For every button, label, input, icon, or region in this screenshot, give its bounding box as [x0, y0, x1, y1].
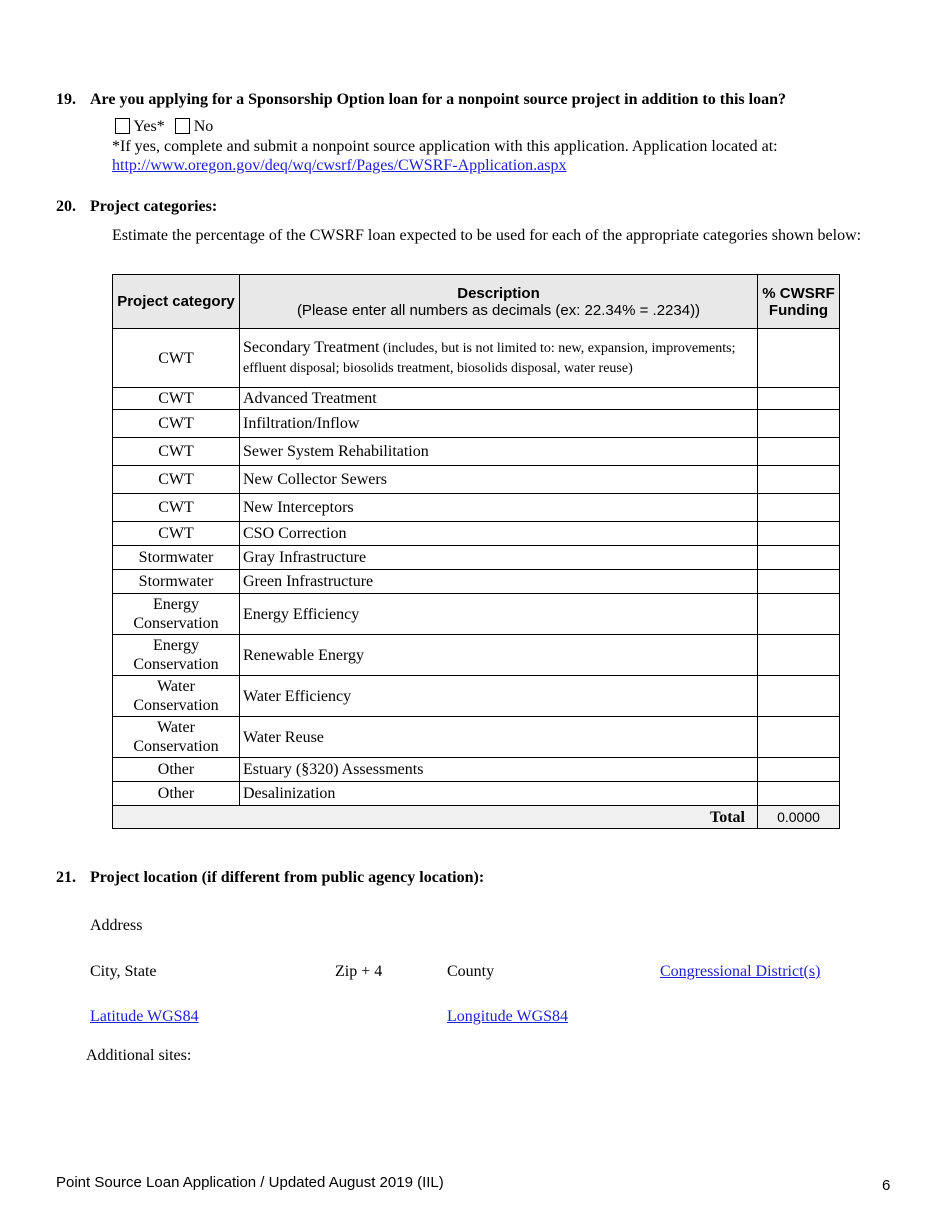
q19-number: 19. [56, 91, 76, 108]
row-category: Energy Conservation [113, 594, 240, 635]
table-row [113, 522, 840, 546]
row-description-text: Renewable Energy [243, 646, 364, 664]
funding-input[interactable] [758, 329, 840, 388]
row-description-text: Sewer System Rehabilitation [243, 443, 429, 460]
row-category: Energy Conservation [113, 635, 240, 676]
table-row [113, 410, 840, 438]
row-description [240, 635, 758, 676]
q19-note: *If yes, complete and submit a nonpoint source application with this application. Application located at: [112, 138, 778, 155]
page-number: 6 [882, 1177, 891, 1194]
no-label: No [193, 118, 214, 135]
row-description [240, 758, 758, 782]
county-label: County [447, 963, 495, 980]
table-row [113, 758, 840, 782]
yes-checkbox[interactable] [115, 118, 130, 134]
table-row [113, 570, 840, 594]
row-description [240, 410, 758, 438]
total-label: Total [113, 806, 758, 829]
row-description-detail: (includes, but is not limited to: new, expansion, improvements; effluent disposal; biosolids treatment, biosolids disposal, water reuse) [243, 341, 736, 376]
table-row [113, 329, 840, 388]
funding-input[interactable] [758, 570, 840, 594]
q21-question: Project location (if different from public agency location): [90, 869, 485, 886]
q19-question: Are you applying for a Sponsorship Option loan for a nonpoint source project in addition to this loan? [90, 91, 786, 108]
table-row [113, 676, 840, 717]
row-category: Water Conservation [113, 717, 240, 758]
row-description [240, 494, 758, 522]
row-description [240, 329, 758, 388]
table-body [113, 329, 840, 806]
row-description-text: New Collector Sewers [243, 471, 387, 488]
q21-number: 21. [56, 869, 76, 886]
row-description-text: Gray Infrastructure [243, 549, 367, 566]
longitude-link[interactable]: Longitude WGS84 [447, 1008, 569, 1025]
row-description-text: CSO Correction [243, 525, 347, 542]
table-row [113, 782, 840, 806]
zip-label: Zip + 4 [335, 963, 383, 980]
header-description-note: (Please enter all numbers as decimals (ex: 22.34% = .2234)) [296, 301, 701, 319]
q20-question: Project categories: [90, 198, 218, 215]
table-header-row [113, 275, 840, 329]
funding-input[interactable] [758, 782, 840, 806]
total-row [113, 806, 840, 829]
no-checkbox[interactable] [175, 118, 190, 134]
row-description-text: Water Reuse [243, 728, 324, 746]
row-category: CWT [113, 329, 240, 388]
funding-input[interactable] [758, 594, 840, 635]
row-description [240, 546, 758, 570]
q19-options [115, 118, 213, 136]
congressional-district-link[interactable]: Congressional District(s) [660, 963, 821, 980]
funding-input[interactable] [758, 466, 840, 494]
funding-input[interactable] [758, 758, 840, 782]
funding-input[interactable] [758, 676, 840, 717]
header-description [240, 275, 758, 329]
row-category: CWT [113, 522, 240, 546]
row-description [240, 522, 758, 546]
row-description-text: Energy Efficiency [243, 605, 360, 623]
row-description [240, 717, 758, 758]
funding-input[interactable] [758, 494, 840, 522]
row-description-text: Infiltration/Inflow [243, 415, 360, 432]
row-description-text: Advanced Treatment [243, 390, 377, 407]
row-description-text: Water Efficiency [243, 687, 352, 705]
row-description [240, 438, 758, 466]
table-row [113, 388, 840, 410]
table-row [113, 594, 840, 635]
row-description [240, 466, 758, 494]
footer-title: Point Source Loan Application / Updated August 2019 (IIL) [56, 1174, 444, 1191]
table-row [113, 546, 840, 570]
table-row [113, 717, 840, 758]
funding-input[interactable] [758, 410, 840, 438]
funding-input[interactable] [758, 635, 840, 676]
latitude-link[interactable]: Latitude WGS84 [90, 1008, 199, 1025]
row-category: CWT [113, 466, 240, 494]
funding-input[interactable] [758, 438, 840, 466]
project-categories-table [112, 274, 840, 829]
row-description-text: New Interceptors [243, 499, 354, 516]
row-description-text: Desalinization [243, 785, 336, 802]
row-category: Stormwater [113, 546, 240, 570]
row-category: Other [113, 782, 240, 806]
nonpoint-application-link[interactable]: http://www.oregon.gov/deq/wq/cwsrf/Pages/CWSRF-Application.aspx [112, 157, 567, 174]
row-category: Other [113, 758, 240, 782]
row-description [240, 594, 758, 635]
funding-input[interactable] [758, 388, 840, 410]
funding-input[interactable] [758, 717, 840, 758]
table-row [113, 466, 840, 494]
additional-sites-label: Additional sites: [86, 1047, 192, 1064]
row-category: CWT [113, 410, 240, 438]
city-state-label: City, State [90, 963, 157, 980]
row-category: CWT [113, 494, 240, 522]
q20-intro: Estimate the percentage of the CWSRF loan expected to be used for each of the appropriate categories shown below: [112, 227, 862, 244]
yes-label: Yes* [133, 118, 165, 135]
address-label: Address [90, 917, 143, 934]
row-category: CWT [113, 388, 240, 410]
row-category: CWT [113, 438, 240, 466]
table-row [113, 438, 840, 466]
table-row [113, 635, 840, 676]
row-description [240, 676, 758, 717]
row-description-text: Estuary (§320) Assessments [243, 761, 424, 778]
header-funding: % CWSRF Funding [758, 275, 840, 329]
row-description [240, 388, 758, 410]
row-category: Stormwater [113, 570, 240, 594]
funding-input[interactable] [758, 522, 840, 546]
header-description-title: Description [457, 284, 540, 302]
row-description-text: Secondary Treatment [243, 339, 380, 356]
row-category: Water Conservation [113, 676, 240, 717]
row-description-text: Green Infrastructure [243, 573, 374, 590]
header-category: Project category [113, 275, 240, 329]
total-value: 0.0000 [758, 806, 840, 829]
funding-input[interactable] [758, 546, 840, 570]
q20-number: 20. [56, 198, 76, 215]
row-description [240, 570, 758, 594]
table-row [113, 494, 840, 522]
row-description [240, 782, 758, 806]
